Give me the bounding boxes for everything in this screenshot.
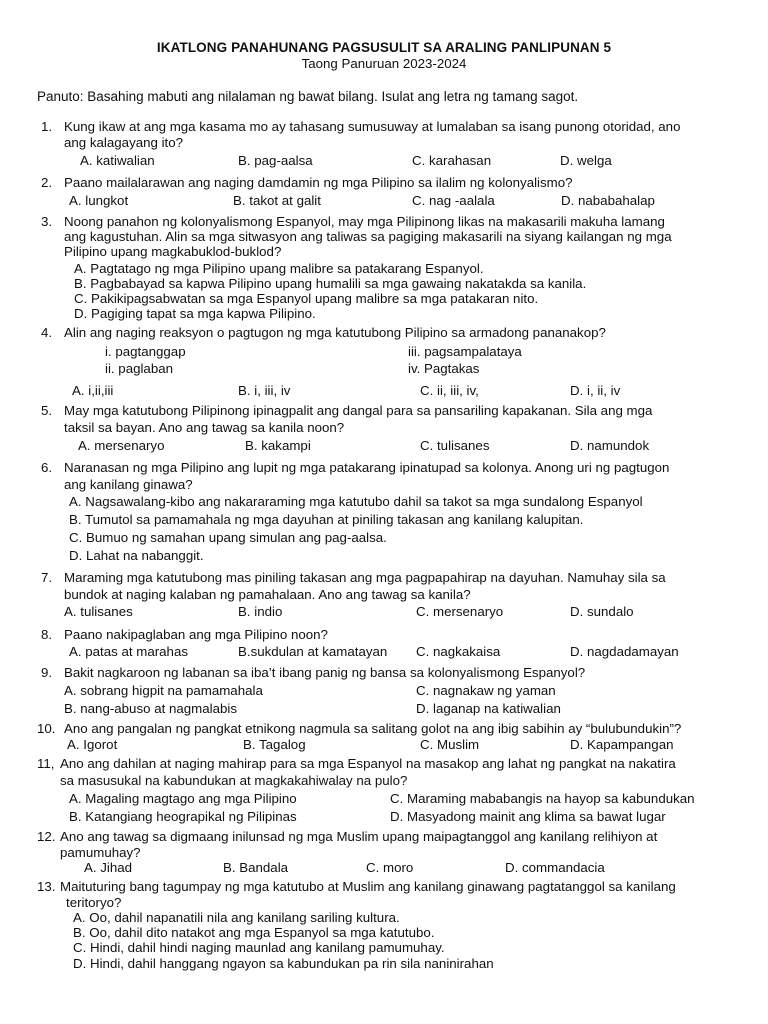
option-c: C. nagkakaisa — [416, 644, 501, 659]
option-d: D. Lahat na nabanggit. — [69, 548, 204, 563]
option-b: B. pag-aalsa — [238, 153, 313, 168]
option-b: B. i, iii, iv — [238, 383, 291, 398]
option-b: B. indio — [238, 604, 283, 619]
option-a: A. Jihad — [84, 860, 133, 875]
question-line: Paano nakipaglaban ang mga Pilipino noon? — [64, 627, 328, 642]
item-iv: iv. Pagtakas — [408, 361, 480, 376]
option-a: A. sobrang higpit na pamamahala — [64, 683, 263, 698]
option-b: B. Katangiang heograpikal ng Pilipinas — [69, 809, 297, 824]
school-year: Taong Panuruan 2023-2024 — [301, 56, 467, 71]
option-a: A. lungkot — [69, 193, 129, 208]
question-line: pamumuhay? — [60, 845, 141, 860]
question-line: Paano mailalarawan ang naging damdamin ng mga Pilipino sa ilalim ng kolonyalismo? — [64, 175, 573, 190]
option-b: B. Oo, dahil dito natakot ang mga Espanyol sa mga katutubo. — [73, 925, 435, 940]
question-line: Maituturing bang tagumpay ng mga katutubo at Muslim ang kanilang ginawang pagtatanggol sa kanilang — [60, 879, 676, 894]
option-c: C. nagnakaw ng yaman — [416, 683, 556, 698]
question-line: May mga katutubong Pilipinong ipinagpalit ang dangal para sa pansariling kapakanan. Sila ang mga — [64, 403, 653, 418]
option-b: B. Pagbabayad sa kapwa Pilipino upang humalili sa mga gawaing nakatakda sa kanila. — [74, 276, 587, 291]
question-line: taksil sa bayan. Ano ang tawag sa kanila noon? — [64, 420, 345, 435]
option-a: A. mersenaryo — [78, 438, 165, 453]
option-c: C. mersenaryo — [416, 604, 504, 619]
instructions: Panuto: Basahing mabuti ang nilalaman ng bawat bilang. Isulat ang letra ng tamang sagot. — [37, 89, 579, 104]
question-line: bundok at naging kalaban ng pamahalaan. Ano ang tawag sa kanila? — [64, 587, 471, 602]
question-line: Ano ang dahilan at naging mahirap para sa mga Espanyol na masakop ang lahat ng pangkat na nakatira — [60, 756, 676, 771]
question-line: Ano ang pangalan ng pangkat etnikong nagmula sa salitang golot na ang ibig sabihin ay “bulubundukin”? — [64, 721, 682, 736]
option-c: C. Maraming mababangis na hayop sa kabundukan — [390, 791, 695, 806]
question-line: ang kalagayang ito? — [64, 135, 184, 150]
option-a: A. Nagsawalang-kibo ang nakararaming mga katutubo dahil sa takot sa mga sundalong Espanyol — [69, 494, 643, 509]
question-line: Maraming mga katutubong mas piniling takasan ang mga pagpapahirap na dayuhan. Namuhay sila sa — [64, 570, 666, 585]
option-d: D. i, ii, iv — [570, 383, 621, 398]
question-line: Ano ang tawag sa digmaang inilunsad ng mga Muslim upang maipagtanggol ang kanilang relihiyon at — [60, 829, 658, 844]
option-c: C. Muslim — [420, 737, 480, 752]
option-b: B. takot at galit — [233, 193, 321, 208]
option-c: C. ii, iii, iv, — [420, 383, 479, 398]
question-line: Pilipino upang magkabuklod-buklod? — [64, 244, 282, 259]
question-number: 2. — [41, 175, 53, 190]
option-c: C. moro — [366, 860, 414, 875]
option-c: C. karahasan — [412, 153, 492, 168]
item-ii: ii. paglaban — [105, 361, 174, 376]
option-a: A. Pagtatago ng mga Pilipino upang malibre sa patakarang Espanyol. — [74, 261, 484, 276]
option-d: D. sundalo — [570, 604, 634, 619]
option-d: D. laganap na katiwalian — [416, 701, 561, 716]
option-b: B. nang-abuso at nagmalabis — [64, 701, 237, 716]
option-d: D. commandacia — [505, 860, 605, 875]
option-a: A. i,ii,iii — [72, 383, 114, 398]
option-c: C. tulisanes — [420, 438, 490, 453]
option-b: B. kakampi — [245, 438, 311, 453]
question-number: 13. — [37, 879, 56, 894]
option-b: B. Bandala — [223, 860, 289, 875]
option-b: B. Tumutol sa pamamahala ng mga dayuhan at piniling takasan ang kanilang kalupitan. — [69, 512, 584, 527]
question-line: Naranasan ng mga Pilipino ang lupit ng mga patakarang ipinatupad sa kolonya. Anong uri ng pagtugon — [64, 460, 670, 475]
question-line: ang kagustuhan. Alin sa mga sitwasyon ang taliwas sa pagiging makasarili na siyang kailangan ng mga — [64, 229, 672, 244]
option-b: B.sukdulan at kamatayan — [238, 644, 388, 659]
question-number: 9. — [41, 665, 53, 680]
option-d: D. Kapampangan — [570, 737, 674, 752]
question-number: 6. — [41, 460, 53, 475]
question-number: 12. — [37, 829, 56, 844]
option-a: A. katiwalian — [80, 153, 155, 168]
question-number: 7. — [41, 570, 53, 585]
question-number: 4. — [41, 325, 53, 340]
question-number: 3. — [41, 214, 53, 229]
option-c: C. Pakikipagsabwatan sa mga Espanyol upang malibre sa mga patakaran nito. — [74, 291, 539, 306]
question-number: 11, — [37, 756, 55, 771]
question-line: teritoryo? — [66, 895, 122, 910]
question-line: Bakit nagkaroon ng labanan sa iba’t ibang panig ng bansa sa kolonyalismong Espanyol? — [64, 665, 586, 680]
option-d: D. Pagiging tapat sa mga kapwa Pilipino. — [74, 306, 316, 321]
option-d: D. nababahalap — [561, 193, 655, 208]
exam-title: IKATLONG PANAHUNANG PAGSUSULIT SA ARALING PANLIPUNAN 5 — [156, 40, 612, 55]
option-a: A. Magaling magtago ang mga Pilipino — [69, 791, 297, 806]
option-d: D. namundok — [570, 438, 650, 453]
option-a: A. tulisanes — [64, 604, 133, 619]
option-c: C. Bumuo ng samahan upang simulan ang pag-aalsa. — [69, 530, 387, 545]
question-number: 5. — [41, 403, 53, 418]
option-a: A. Oo, dahil napanatili nila ang kanilang sariling kultura. — [73, 910, 400, 925]
question-number: 8. — [41, 627, 53, 642]
option-c: C. nag -aalala — [412, 193, 495, 208]
question-number: 10. — [37, 721, 56, 736]
option-d: D. Hindi, dahil hanggang ngayon sa kabundukan pa rin sila naninirahan — [73, 956, 494, 971]
option-b: B. Tagalog — [243, 737, 306, 752]
question-line: Kung ikaw at ang mga kasama mo ay tahasang sumusuway at lumalaban sa isang punong otoridad, ano — [64, 119, 681, 134]
option-d: D. welga — [560, 153, 612, 168]
question-line: Alin ang naging reaksyon o pagtugon ng mga katutubong Pilipino sa armadong pananakop? — [64, 325, 606, 340]
item-iii: iii. pagsampalataya — [408, 344, 522, 359]
option-d: D. nagdadamayan — [570, 644, 679, 659]
item-i: i. pagtanggap — [105, 344, 186, 359]
option-d: D. Masyadong mainit ang klima sa bawat lugar — [390, 809, 666, 824]
question-line: Noong panahon ng kolonyalismong Espanyol, may mga Pilipinong likas na makasarili makuha lamang — [64, 214, 665, 229]
question-number: 1. — [41, 119, 53, 134]
option-a: A. Igorot — [67, 737, 118, 752]
question-line: sa masusukal na kabundukan at magkakahiwalay na pulo? — [60, 773, 408, 788]
option-c: C. Hindi, dahil hindi naging maunlad ang kanilang pamumuhay. — [73, 940, 445, 955]
question-line: ang kanilang ginawa? — [64, 477, 193, 492]
option-a: A. patas at marahas — [69, 644, 188, 659]
